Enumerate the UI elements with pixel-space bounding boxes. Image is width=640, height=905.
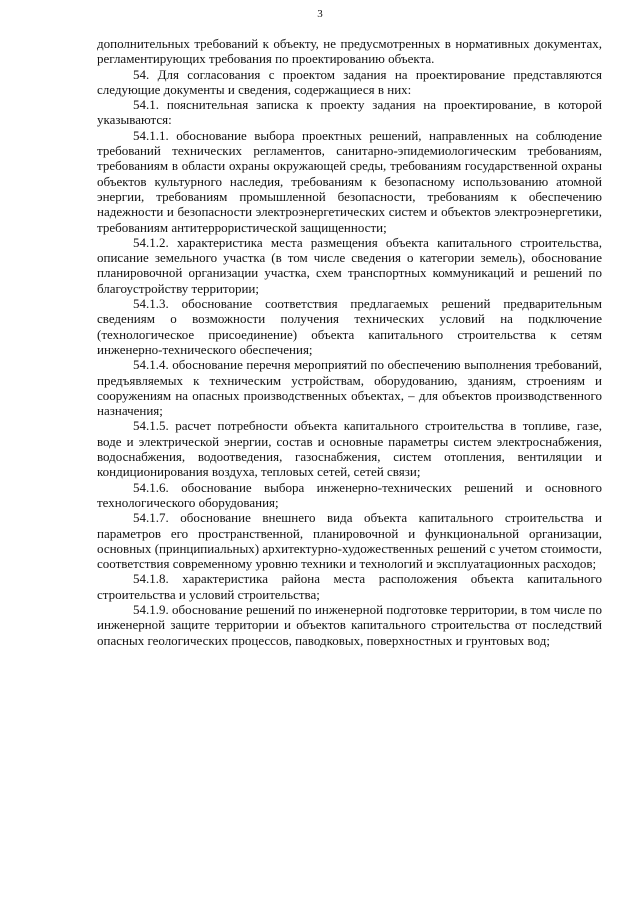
- paragraph: 54.1.2. характеристика места размещения объекта капитального строительства, описание земельного участка (в том числе сведения о категории земель), обоснование планировочной организации участка, схем транспортных коммуникаций и решений по благоустройству территории;: [97, 234, 602, 296]
- document-body: [97, 36, 602, 648]
- paragraph: 54.1.8. характеристика района места расположения объекта капитального строительства и условий строительства;: [97, 571, 602, 602]
- page-number: 3: [317, 8, 323, 20]
- paragraph: 54.1.5. расчет потребности объекта капитального строительства в топливе, газе, воде и электрической энергии, состав и основные параметры систем электроснабжения, водоснабжения, водоотведения, газоснабжения, систем отопления, вентиляции и кондиционирования воздуха, тепловых сетей, сетей связи;: [97, 418, 602, 480]
- paragraph: 54.1.7. обоснование внешнего вида объекта капитального строительства и параметров его пространственной, планировочной и функциональной организации, основных (принципиальных) архитектурно-художественных решений с учетом стоимости, соответствия современному уровню техники и технологий и эксплуатационных расходов;: [97, 510, 602, 572]
- paragraph: 54.1. пояснительная записка к проекту задания на проектирование, в которой указываются:: [97, 97, 602, 128]
- paragraph: дополнительных требований к объекту, не предусмотренных в нормативных документах, регламентирующих требования по проектированию объекта.: [97, 36, 602, 67]
- paragraph: 54. Для согласования с проектом задания на проектирование представляются следующие документы и сведения, содержащиеся в них:: [97, 66, 602, 97]
- paragraph: 54.1.6. обоснование выбора инженерно-технических решений и основного технологического оборудования;: [97, 479, 602, 510]
- paragraph: 54.1.4. обоснование перечня мероприятий по обеспечению выполнения требований, предъявляемых к техническим устройствам, оборудованию, зданиям, строениям и сооружениям на опасных производственных объектах, – для объектов производственного назначения;: [97, 357, 602, 419]
- paragraph: 54.1.3. обоснование соответствия предлагаемых решений предварительным сведениям о возможности получения технических условий на подключение (технологическое присоединение) объекта капитального строительства к сетям инженерно-технического обеспечения;: [97, 296, 602, 357]
- paragraph: 54.1.1. обоснование выбора проектных решений, направленных на соблюдение требований технических регламентов, санитарно-эпидемиологическим требованиям, требованиям в области охраны окружающей среды, требованиям государственной охраны объектов культурного наследия, требованиям к безопасному использованию атомной энергии, требованиям промышленной безопасности, требованиям к обеспечению надежности и безопасности электроэнергетических систем и объектов электроэнергетики, требованиям антитеррористической защищенности;: [97, 127, 602, 235]
- paragraph: 54.1.9. обоснование решений по инженерной подготовке территории, в том числе по инженерной защите территории и объектов капитального строительства от последствий опасных геологических процессов, паводковых, поверхностных и грунтовых вод;: [97, 601, 602, 648]
